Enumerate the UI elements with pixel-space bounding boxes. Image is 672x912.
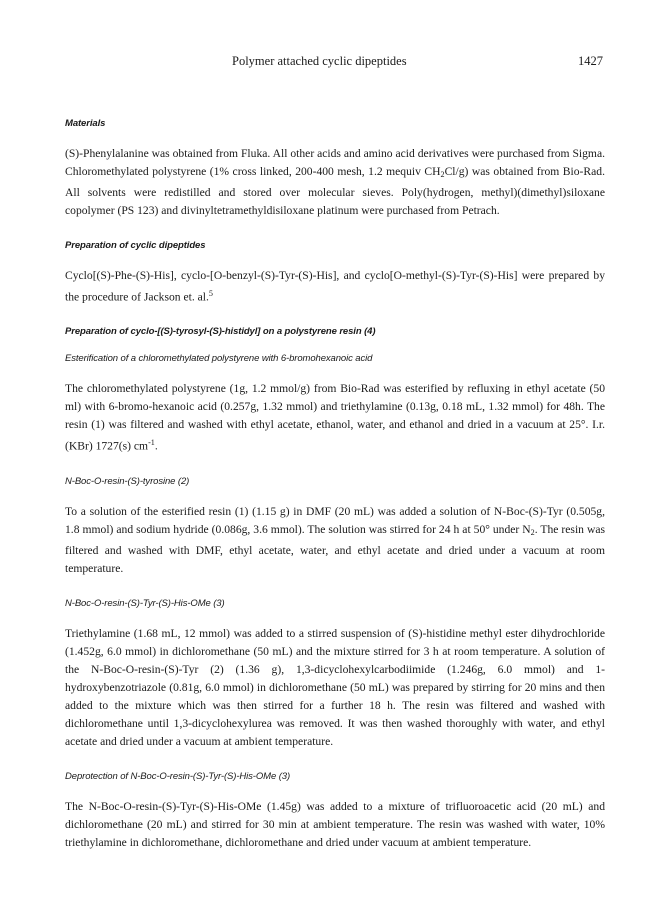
superscript: -1 [148,438,155,448]
boc-tyr-text-part2: . The resin was filtered and washed with DMF, ethyl acetate, water, and ethyl acetate and dried under a vacuum at room temperature. [65,522,605,575]
esterification-text: The chloromethylated polystyrene (1g, 1.2 mmol/g) from Bio-Rad was esterified by refluxing in ethyl acetate (50 ml) with 6-bromo-hexanoic acid (0.257g, 1.32 mmol) and triethylamine (0.13g, 0.18 mL, 1.32 mmol) for 48h. The resin (1) was filtered and washed with ethyl acetate, ethanol, water, and ethanol and dried in a vacuum at 25°. I.r. (KBr) 1727(s) cm [65,382,605,453]
materials-paragraph [65,145,605,220]
running-title: Polymer attached cyclic dipeptides [232,54,407,68]
boc-tyr-paragraph [65,503,605,578]
subscript: 2 [440,170,445,180]
cyclic-text: Cyclo[(S)-Phe-(S)-His], cyclo-[O-benzyl-(S)-Tyr-(S)-His], and cyclo[O-methyl-(S)-Tyr-(S)-His] were prepared by the procedure of Jackson et. al. [65,269,605,304]
esterification-paragraph [65,380,605,455]
materials-text-part2: Cl/g) was obtained from Bio-Rad. All solvents were redistilled and stored over molecular sieves. Poly(hydrogen, methyl)(dimethyl)siloxane copolymer (PS 123) and divinyltetramethyldisiloxane platinum were purchased from Petrach. [65,165,605,218]
section-heading-cyclic: Preparation of cyclic dipeptides [65,240,206,252]
section-heading-materials: Materials [65,118,106,129]
subsection-heading-boc-tyr-his: N-Boc-O-resin-(S)-Tyr-(S)-His-OMe (3) [65,597,225,609]
section-heading-resin: Preparation of cyclo-[(S)-tyrosyl-(S)-histidyl] on a polystyrene resin (4) [65,326,376,338]
subsection-heading-boc-tyr: N-Boc-O-resin-(S)-tyrosine (2) [65,475,190,487]
deprotection-paragraph: The N-Boc-O-resin-(S)-Tyr-(S)-His-OMe (1.45g) was added to a mixture of trifluoroacetic acid (20 mL) and dichloromethane (20 mL) and stirred for 30 min at ambient temperature. The resin was washed with water, 10% triethylamine in dichloromethane, dichloromethane and dried under vacuum at ambient temperature. [65,799,605,849]
subsection-heading-esterification: Esterification of a chloromethylated polystyrene with 6-bromohexanoic acid [65,353,373,365]
reference-superscript: 5 [208,289,213,299]
boc-tyr-his-paragraph: Triethylamine (1.68 mL, 12 mmol) was added to a stirred suspension of (S)-histidine methyl ester dihydrochloride (1.452g, 6.0 mmol) in dichloromethane (50 mL) and the mixture stirred for 3 h at room temperature. A solution of the N-Boc-O-resin-(S)-Tyr (2) (1.36 g), 1,3-dicyclohexylcarbodiimide (1.246g, 6.0 mmol) and 1-hydroxybenzotriazole (0.81g, 6.0 mmol) in dichloromethane (50 mL) was prepared by stirring for 20 mins and then added to the mixture which was then stirred for a further 18 h. The resin was filtered and washed with dichloromethane until 1,3-dicyclohexylurea was removed. It was then washed thoroughly with water, and ethyl acetate and dried under a vacuum at ambient temperature. [65,626,605,748]
subsection-heading-deprotection: Deprotection of N-Boc-O-resin-(S)-Tyr-(S)-His-OMe (3) [65,770,291,782]
article-body [65,118,605,852]
subscript: 2 [530,527,535,537]
page-number: 1427 [578,54,603,68]
cyclic-paragraph [65,267,605,306]
materials-text-part1: (S)-Phenylalanine was obtained from Fluka. All other acids and amino acid derivatives were purchased from Sigma. Chloromethylated polystyrene (1% cross linked, 200-400 mesh, 1.2 mequiv CH [65,147,605,178]
esterification-text-end: . [154,439,158,453]
boc-tyr-text-part1: To a solution of the esterified resin (1) (1.15 g) in DMF (20 mL) was added a solution of N-Boc-(S)-Tyr (0.505g, 1.8 mmol) and sodium hydride (0.086g, 3.6 mmol). The solution was stirred for 24 h at 50° under N [65,504,605,536]
